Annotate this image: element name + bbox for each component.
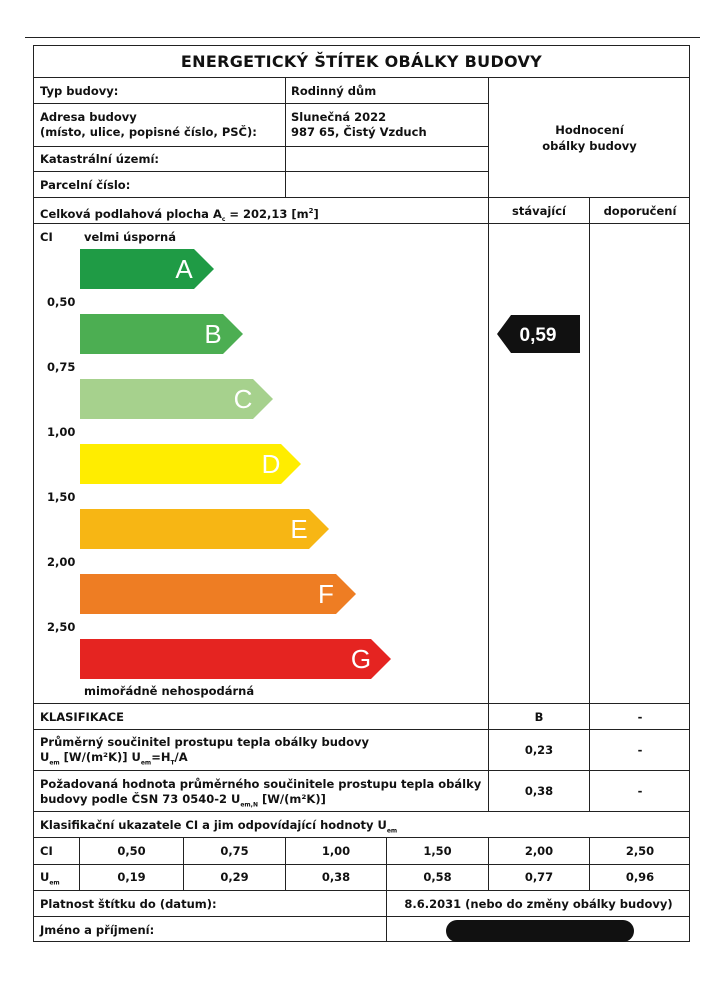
u-average-current: 0,23 bbox=[524, 743, 554, 757]
energy-class-c-bar bbox=[80, 379, 273, 419]
indicator-uem-value: 0,58 bbox=[423, 870, 452, 884]
indicator-ci-value: 0,75 bbox=[220, 844, 249, 858]
energy-class-letter: E bbox=[290, 514, 308, 544]
energy-class-b-bar bbox=[80, 314, 243, 354]
threshold-label: 2,00 bbox=[47, 555, 76, 569]
energy-class-letter: B bbox=[204, 319, 222, 349]
name-label: Jméno a příjmení: bbox=[40, 923, 155, 937]
divider bbox=[33, 729, 690, 730]
address-value-line2: 987 65, Čistý Vzduch bbox=[291, 125, 427, 139]
energy-class-a-bar bbox=[80, 249, 214, 289]
divider bbox=[488, 77, 489, 812]
divider bbox=[33, 197, 690, 198]
validity-value: 8.6.2031 (nebo do změny obálky budovy) bbox=[404, 897, 673, 911]
classification-current: B bbox=[534, 710, 544, 724]
threshold-label: 2,50 bbox=[47, 620, 76, 634]
divider bbox=[33, 864, 690, 865]
divider bbox=[33, 103, 488, 104]
indicator-uem-value: 0,96 bbox=[625, 870, 655, 884]
energy-class-letter: F bbox=[318, 579, 334, 609]
u-required-label-line1: Požadovaná hodnota průměrného součinitele prostupu tepla obálky bbox=[40, 777, 482, 791]
scale-top-label: velmi úsporná bbox=[84, 230, 176, 244]
indicator-ci-value: 0,50 bbox=[117, 844, 146, 858]
energy-class-letter: A bbox=[175, 254, 193, 284]
energy-class-letter: C bbox=[233, 384, 253, 414]
ci-axis-label: CI bbox=[40, 230, 53, 244]
parcel-label: Parcelní číslo: bbox=[40, 178, 131, 192]
energy-class-letter: G bbox=[350, 644, 372, 674]
address-label-line1: Adresa budovy bbox=[40, 110, 137, 124]
divider bbox=[285, 77, 286, 197]
divider bbox=[33, 77, 690, 78]
indicator-uem-value: 0,77 bbox=[524, 870, 554, 884]
classification-recommended: - bbox=[637, 710, 643, 724]
indicator-ci-value: 1,00 bbox=[321, 844, 351, 858]
cadastral-label: Katastrální území: bbox=[40, 152, 159, 166]
current-rating-marker bbox=[497, 314, 581, 358]
building-type-label: Typ budovy: bbox=[40, 84, 119, 98]
indicator-ci-value: 2,00 bbox=[524, 844, 554, 858]
energy-class-g-bar bbox=[80, 639, 391, 679]
energy-class-letter: D bbox=[261, 449, 281, 479]
page-title: ENERGETICKÝ ŠTÍTEK OBÁLKY BUDOVY bbox=[180, 52, 543, 71]
indicator-uem-value: 0,29 bbox=[220, 870, 249, 884]
divider bbox=[33, 703, 690, 704]
indicator-ci-label: CI bbox=[40, 844, 53, 858]
u-required-recommended: - bbox=[637, 784, 643, 798]
threshold-label: 0,75 bbox=[47, 360, 76, 374]
rating-header-line1: Hodnocení bbox=[555, 123, 624, 137]
scale-bottom-label: mimořádně nehospodárná bbox=[84, 684, 255, 698]
energy-class-e-bar bbox=[80, 509, 329, 549]
column-current-header: stávající bbox=[511, 204, 566, 218]
divider bbox=[33, 146, 488, 147]
indicator-ci-value: 1,50 bbox=[423, 844, 452, 858]
u-average-label-line1: Průměrný součinitel prostupu tepla obálky budovy bbox=[40, 735, 370, 749]
u-average-label-line2: $U_{em}$ [W/(m²K)] $U_{em}=H_T/A$ bbox=[40, 750, 188, 767]
redacted-name bbox=[446, 920, 634, 942]
top-rule bbox=[25, 37, 700, 38]
u-average-recommended: - bbox=[637, 743, 643, 757]
energy-class-d-bar bbox=[80, 444, 301, 484]
divider bbox=[33, 171, 488, 172]
divider bbox=[33, 916, 690, 917]
threshold-label: 1,50 bbox=[47, 490, 76, 504]
validity-label: Platnost štítku do (datum): bbox=[40, 897, 217, 911]
threshold-label: 1,00 bbox=[47, 425, 76, 439]
address-label-line2: (místo, ulice, popisné číslo, PSČ): bbox=[40, 125, 257, 139]
divider bbox=[33, 890, 690, 891]
classification-label: KLASIFIKACE bbox=[40, 710, 124, 724]
indicator-uem-value: 0,19 bbox=[117, 870, 146, 884]
indicators-heading: Klasifikační ukazatele CI a jim odpovídající hodnoty $U_{em}$ bbox=[40, 818, 398, 835]
indicator-uem-value: 0,38 bbox=[321, 870, 351, 884]
u-required-label-line2: budovy podle ČSN 73 0540-2 $U_{em,N}$ [W/(m²K)] bbox=[40, 792, 326, 809]
indicator-uem-label: $U_{em}$ bbox=[40, 870, 60, 887]
current-rating-value: 0,59 bbox=[519, 325, 557, 346]
threshold-label: 0,50 bbox=[47, 295, 76, 309]
address-value-line1: Slunečná 2022 bbox=[291, 110, 387, 124]
floor-area: Celková podlahová plocha $A_c = 202,13$ $[m^2]$ bbox=[40, 206, 319, 224]
building-type-value: Rodinný dům bbox=[291, 84, 377, 98]
u-required-current: 0,38 bbox=[524, 784, 554, 798]
rating-header-line2: obálky budovy bbox=[542, 139, 637, 153]
column-recommended-header: doporučení bbox=[603, 204, 677, 218]
indicator-ci-value: 2,50 bbox=[625, 844, 655, 858]
energy-class-f-bar bbox=[80, 574, 356, 614]
